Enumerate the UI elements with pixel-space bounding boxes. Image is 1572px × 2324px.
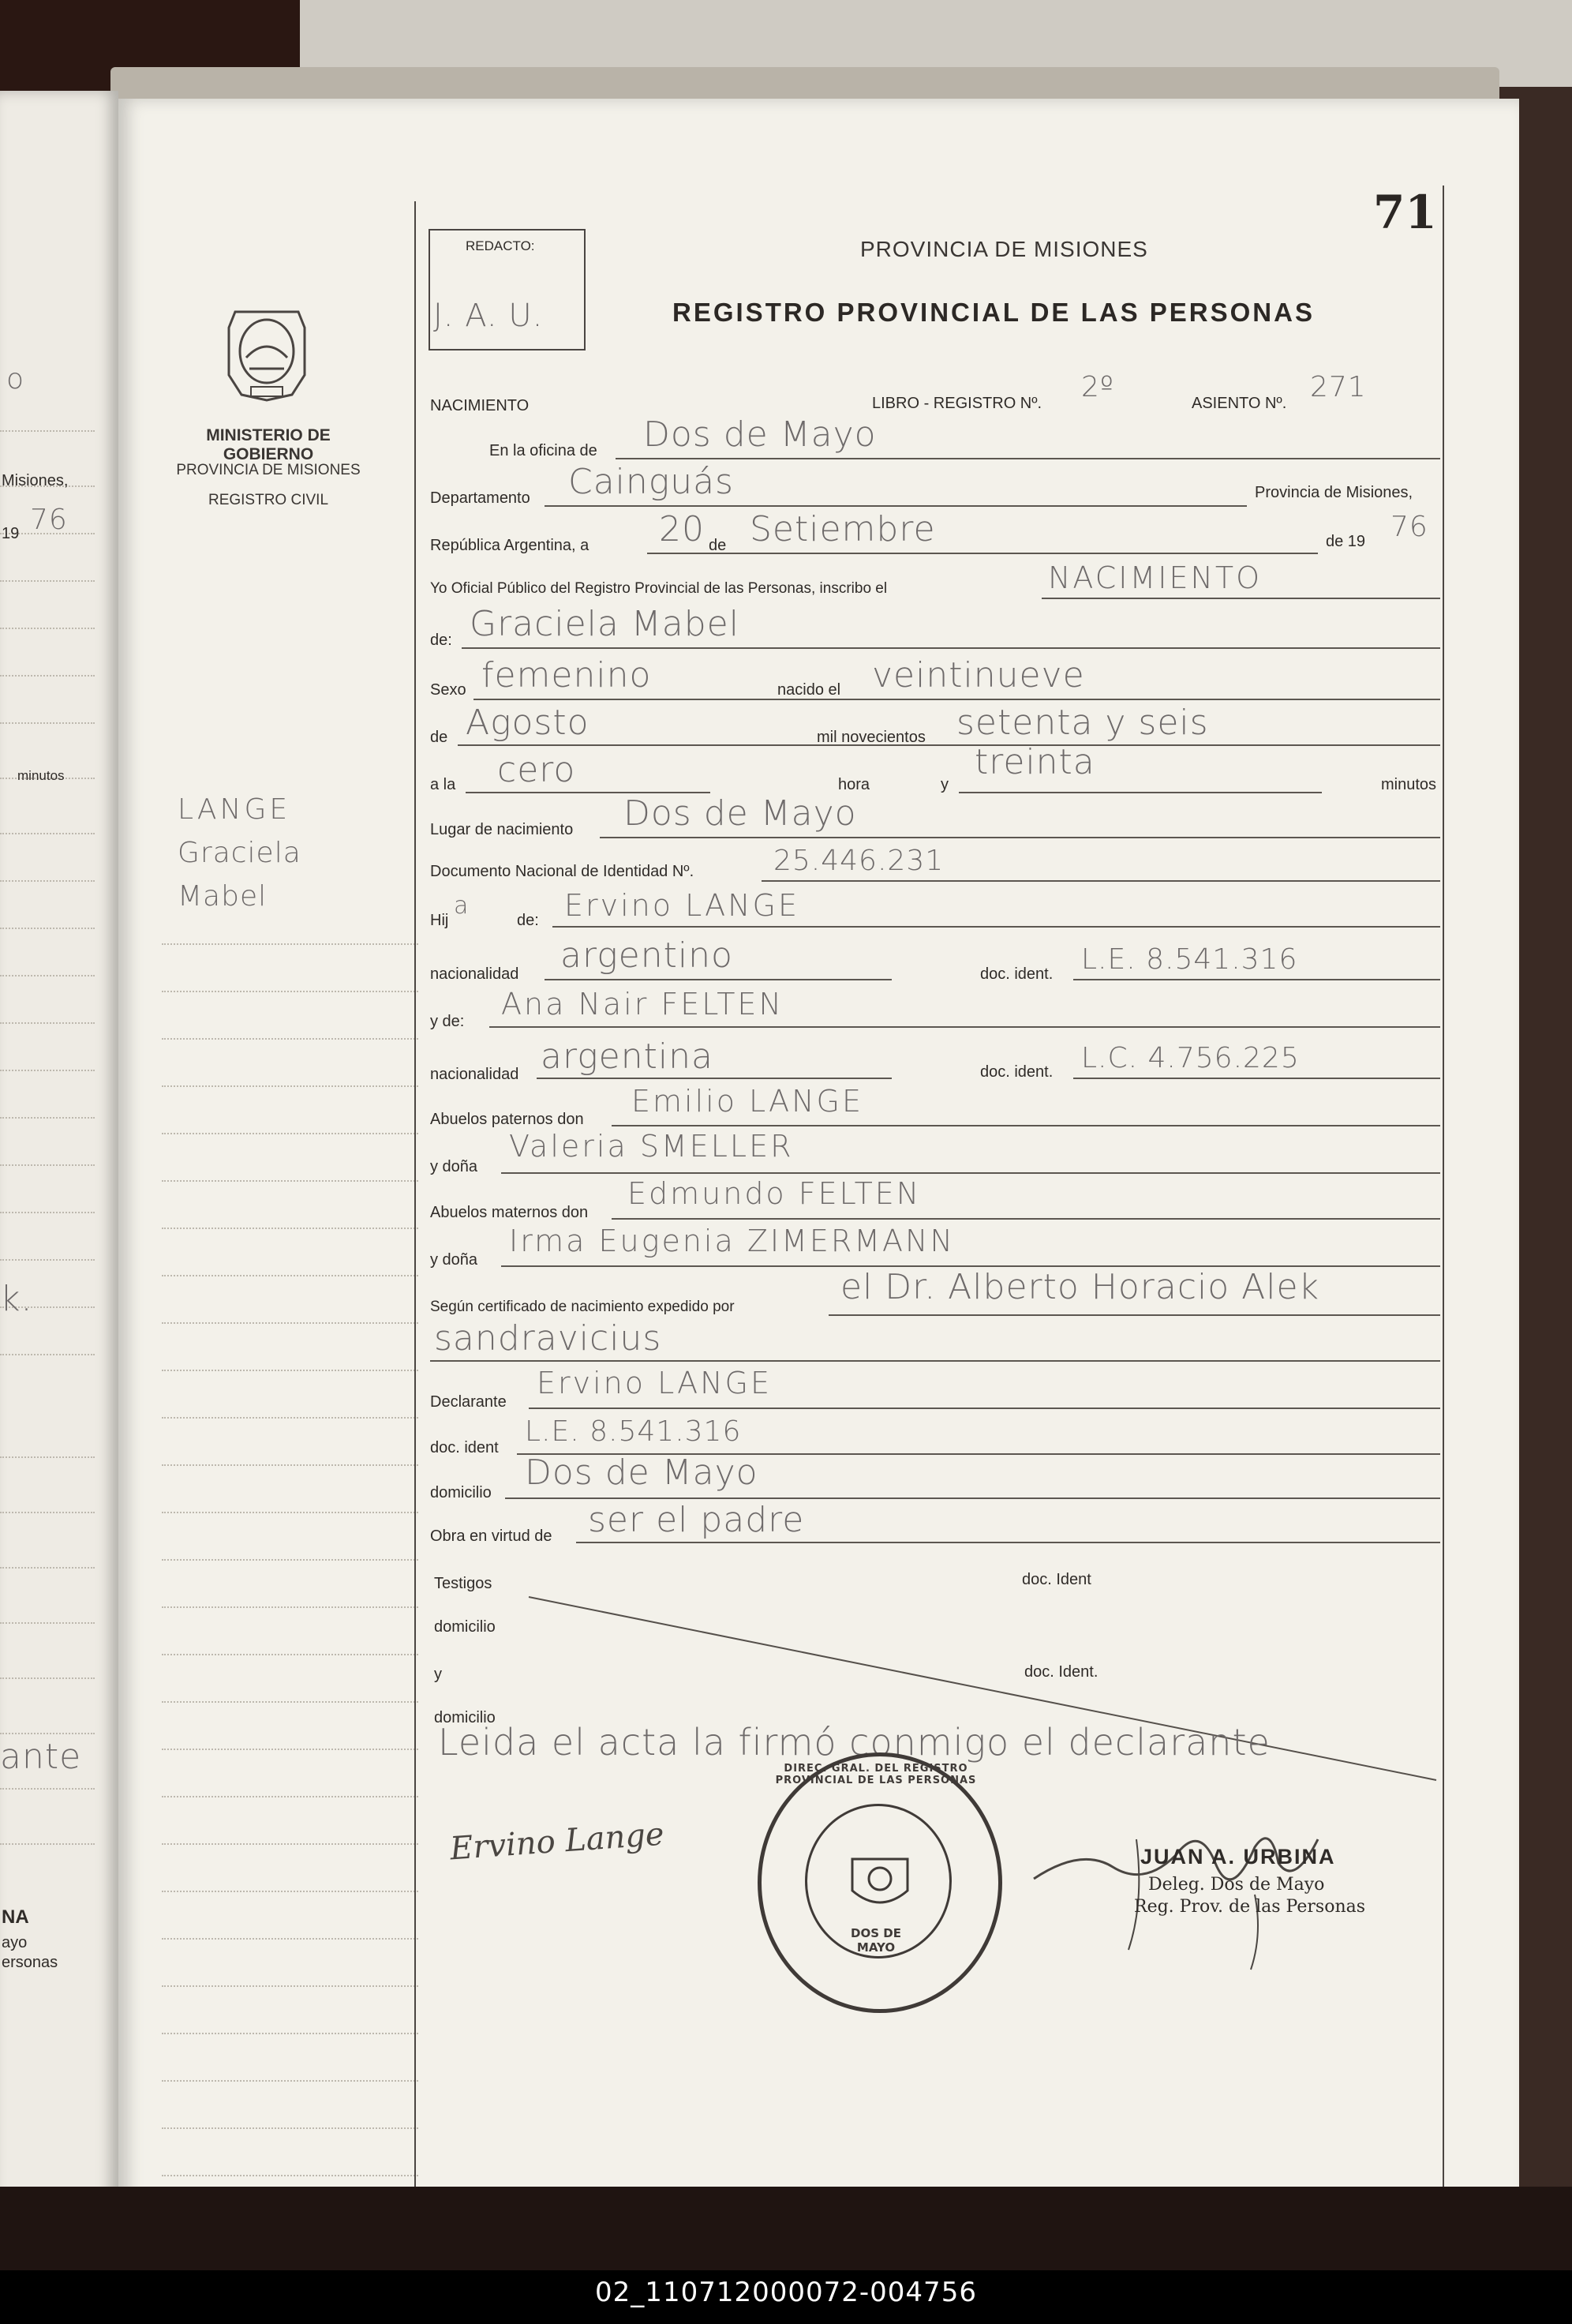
ministry-emblem <box>219 296 314 407</box>
declarante-signature: Ervino Lange <box>448 1816 665 1868</box>
official-role2: Reg. Prov. de las Personas <box>1134 1897 1366 1917</box>
ministry-province: PROVINCIA DE MISIONES <box>176 462 361 478</box>
oficina-value: Dos de Mayo <box>643 414 877 455</box>
province-title: PROVINCIA DE MISIONES <box>860 237 1148 261</box>
hij-suffix: a <box>454 892 470 920</box>
left-page-fragment: ersonas <box>2 1954 58 1971</box>
lugar-value: Dos de Mayo <box>623 793 857 834</box>
domicilio-testigo1-label: domicilio <box>434 1618 496 1636</box>
provincia-label: Provincia de Misiones, <box>1255 484 1413 501</box>
dona-paterna-label: y doña <box>430 1158 478 1175</box>
certificado-label: Según certificado de nacimiento expedido por <box>430 1299 735 1315</box>
docident-padre-label: doc. ident. <box>980 965 1054 983</box>
abuelos-maternos-label: Abuelos maternos don <box>430 1204 589 1221</box>
left-page-fragment: 76 <box>30 504 68 536</box>
domicilio-value: Dos de Mayo <box>525 1452 758 1493</box>
padre-value: Ervino LANGE <box>564 888 800 923</box>
ala-label: a la <box>430 776 456 793</box>
margin-note-name2: Mabel <box>178 880 268 913</box>
anio-nac-value: setenta y seis <box>956 703 1209 743</box>
y-testigo-label: y <box>434 1666 442 1683</box>
anio-label: de 19 <box>1326 533 1366 550</box>
testigos-label: Testigos <box>434 1575 492 1592</box>
left-page-fragment: ante <box>0 1737 82 1777</box>
abuelos-paternos-value: Emilio LANGE <box>631 1084 863 1119</box>
stamp-ring-text: DIREC. GRAL. DEL REGISTRO PROVINCIAL DE LAS PERSONAS <box>775 1763 977 1786</box>
ministry-registry: REGISTRO CIVIL <box>208 492 329 508</box>
left-page <box>0 91 118 2214</box>
libro-value: 2º <box>1081 371 1114 403</box>
left-page-fragment: o <box>6 363 25 395</box>
lugar-label: Lugar de nacimiento <box>430 821 574 838</box>
domicilio-testigo2-label: domicilio <box>434 1709 496 1726</box>
left-margin-rule <box>414 201 416 2238</box>
inscribo-value: NACIMIENTO <box>1048 560 1263 595</box>
de-nombre-label: de: <box>430 632 452 649</box>
document-page <box>118 99 1519 2210</box>
hij-label: Hij <box>430 912 449 929</box>
mes-nac-value: Agosto <box>466 703 590 743</box>
minutos-label: minutos <box>1381 776 1437 793</box>
mes-value: Setiembre <box>750 509 936 549</box>
redacto-initials: J. A. U. <box>433 298 544 334</box>
republica-label: República Argentina, a <box>430 537 590 554</box>
ministry-title: MINISTERIO DE GOBIERNO <box>206 426 331 463</box>
obra-label: Obra en virtud de <box>430 1527 552 1545</box>
left-page-fragment: ayo <box>2 1934 28 1951</box>
nacionalidad-madre-value: argentina <box>541 1036 713 1077</box>
official-name: JUAN A. URBINA <box>1140 1845 1336 1869</box>
dni-value: 25.446.231 <box>773 845 945 877</box>
obra-value: ser el padre <box>588 1500 805 1540</box>
left-page-fragment: k. <box>0 1279 33 1319</box>
nombre-value: Graciela Mabel <box>470 604 739 644</box>
abuelos-paternos-label: Abuelos paternos don <box>430 1111 584 1128</box>
dia-value: 20 <box>659 509 705 549</box>
sexo-label: Sexo <box>430 681 466 699</box>
redacto-label: REDACTO: <box>466 238 535 253</box>
certificado-value: el Dr. Alberto Horacio Alek <box>840 1267 1320 1307</box>
docident-madre-value: L.C. 4.756.225 <box>1081 1042 1300 1074</box>
cierre-value: Leida el acta la firmó conmigo el declarante <box>438 1721 1271 1764</box>
oficina-label: En la oficina de <box>489 442 597 459</box>
y-hora-label: y <box>941 776 949 793</box>
image-caption: 02_110712000072-004756 <box>595 2277 977 2308</box>
abuela-paterna-value: Valeria SMELLER <box>509 1129 794 1164</box>
stamp-inner-text: DOS DE MAYO <box>851 1926 901 1955</box>
redacto-box <box>429 229 586 350</box>
nacido-value: veintinueve <box>872 655 1085 695</box>
registry-title: REGISTRO PROVINCIAL DE LAS PERSONAS <box>672 298 1315 327</box>
nacionalidad-padre-label: nacionalidad <box>430 965 519 983</box>
hora-label: hora <box>838 776 870 793</box>
declarante-value: Ervino LANGE <box>537 1366 773 1400</box>
dni-label: Documento Nacional de Identidad Nº. <box>430 863 694 880</box>
dona-materna-label: y doña <box>430 1251 478 1269</box>
nacionalidad-madre-label: nacionalidad <box>430 1066 519 1083</box>
left-page-fragment: NA <box>2 1906 29 1928</box>
nacionalidad-padre-value: argentino <box>560 935 733 976</box>
anio-value: 76 <box>1390 511 1428 543</box>
docident-testigo2-label: doc. Ident. <box>1024 1663 1099 1681</box>
domicilio-label: domicilio <box>430 1484 492 1501</box>
official-role1: Deleg. Dos de Mayo <box>1148 1875 1325 1895</box>
docident-padre-value: L.E. 8.541.316 <box>1081 943 1298 976</box>
oficial-label: Yo Oficial Público del Registro Provincial de las Personas, inscribo el <box>430 580 888 597</box>
docident-testigo1-label: doc. Ident <box>1022 1571 1091 1588</box>
right-margin-rule <box>1443 186 1444 2238</box>
yde-label: y de: <box>430 1013 465 1030</box>
mil-label: mil novecientos <box>817 729 926 746</box>
left-page-fragment: minutos <box>17 768 65 783</box>
nacimiento-label: NACIMIENTO <box>430 397 530 414</box>
page-number: 71 <box>1373 186 1437 239</box>
abuela-materna-value: Irma Eugenia ZIMERMANN <box>509 1224 955 1258</box>
left-page-fragment: Misiones, <box>2 472 69 489</box>
departamento-label: Departamento <box>430 489 530 507</box>
declarante-label: Declarante <box>430 1393 507 1411</box>
de-mes-label: de <box>430 729 448 746</box>
sexo-value: femenino <box>481 655 652 695</box>
madre-value: Ana Nair FELTEN <box>501 987 784 1021</box>
docident-madre-label: doc. ident. <box>980 1063 1054 1081</box>
min-value: treinta <box>975 742 1095 782</box>
margin-note-surname: LANGE <box>178 793 291 826</box>
stamp-emblem-icon <box>844 1851 915 1914</box>
hij-de-label: de: <box>517 912 539 929</box>
margin-note-name1: Graciela <box>178 837 301 869</box>
left-page-fragment: 19 <box>2 525 20 542</box>
de-label: de <box>709 537 727 554</box>
abuelos-maternos-value: Edmundo FELTEN <box>627 1176 922 1211</box>
docident-declarante-label: doc. ident <box>430 1439 499 1456</box>
hora-value: cero <box>497 750 576 790</box>
libro-label: LIBRO - REGISTRO Nº. <box>872 395 1042 412</box>
docident-declarante-value: L.E. 8.541.316 <box>525 1415 742 1448</box>
asiento-value: 271 <box>1310 371 1367 403</box>
registry-stamp <box>758 1752 1002 2013</box>
asiento-label: ASIENTO Nº. <box>1192 395 1287 412</box>
departamento-value: Cainguás <box>568 462 734 502</box>
nacido-label: nacido el <box>777 681 841 699</box>
certificado-value-cont: sandravicius <box>434 1318 662 1359</box>
